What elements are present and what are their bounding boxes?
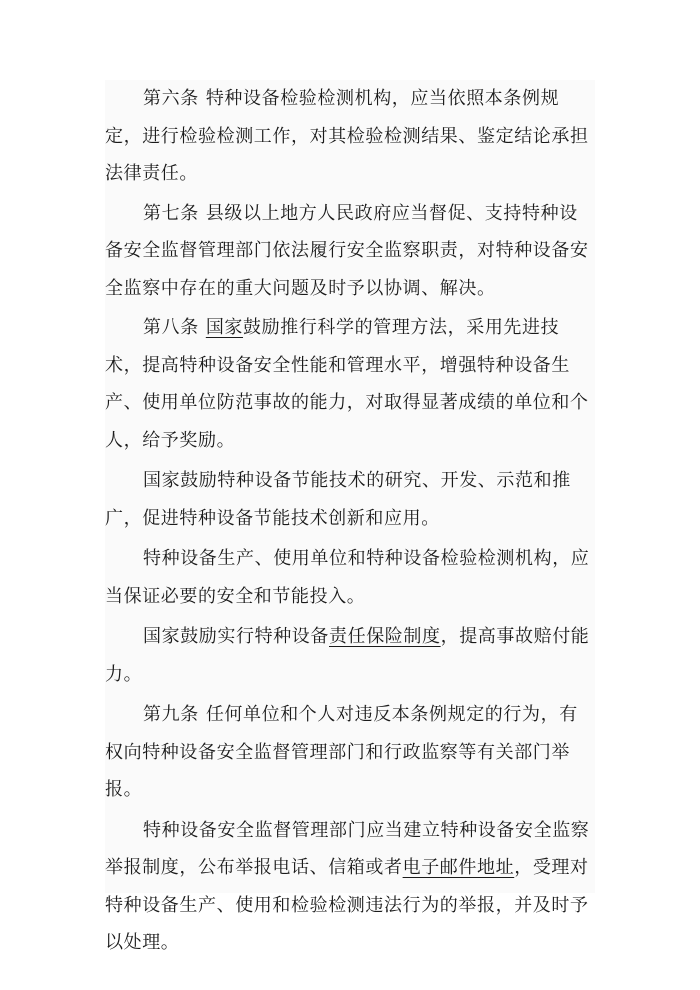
article-8-paragraph-2 xyxy=(105,462,595,537)
article-text: 特种设备检验检测机构，应当依照本条例规定，进行检验检测工作，对其检验检测结果、鉴定结论承担法律责任。 xyxy=(105,88,589,184)
article-8 xyxy=(105,309,595,459)
article-heading: 第七条 xyxy=(143,202,199,224)
article-heading: 第九条 xyxy=(143,704,199,725)
paragraph-text: ，受理对特种设备生产、使用和检验检测违法行为的举报，并及时予以处理。 xyxy=(105,857,589,953)
article-7 xyxy=(105,195,595,308)
article-8-paragraph-3 xyxy=(105,540,595,615)
article-6 xyxy=(105,80,595,193)
underlined-term: 电子邮件地址 xyxy=(402,857,515,878)
article-heading: 第八条 xyxy=(143,317,199,338)
paragraph-text: 国家鼓励特种设备节能技术的研究、开发、示范和推广，促进特种设备节能技术创新和应用。 xyxy=(105,470,571,529)
underlined-term: 责任保险制度 xyxy=(329,626,441,647)
article-8-paragraph-4 xyxy=(105,618,595,693)
document-body xyxy=(105,80,595,953)
article-9-paragraph-2 xyxy=(105,812,595,962)
article-text: 任何单位和个人对违反本条例规定的行为，有权向特种设备安全监督管理部门和行政监察等有关部门举报。 xyxy=(105,704,578,800)
article-text: 鼓励推行科学的管理方法，采用先进技术，提高特种设备安全性能和管理水平，增强特种设备生产、使用单位防范事故的能力，对取得显著成绩的单位和个人，给予奖励。 xyxy=(105,317,589,451)
paragraph-text: ，提高事故赔付能力。 xyxy=(105,626,590,685)
underlined-term: 国家 xyxy=(205,317,244,338)
article-text: 县级以上地方人民政府应当督促、支持特种设备安全监督管理部门依法履行安全监察职责，对特种设备安全监察中存在的重大问题及时予以协调、解决。 xyxy=(105,202,589,299)
paragraph-text: 国家鼓励实行特种设备 xyxy=(143,626,329,647)
article-heading: 第六条 xyxy=(143,88,199,109)
article-9 xyxy=(105,696,595,809)
paragraph-text: 特种设备安全监督管理部门应当建立特种设备安全监察举报制度，公布举报电话、信箱或者 xyxy=(105,819,590,878)
paragraph-text: 特种设备生产、使用单位和特种设备检验检测机构，应当保证必要的安全和节能投入。 xyxy=(105,548,590,607)
